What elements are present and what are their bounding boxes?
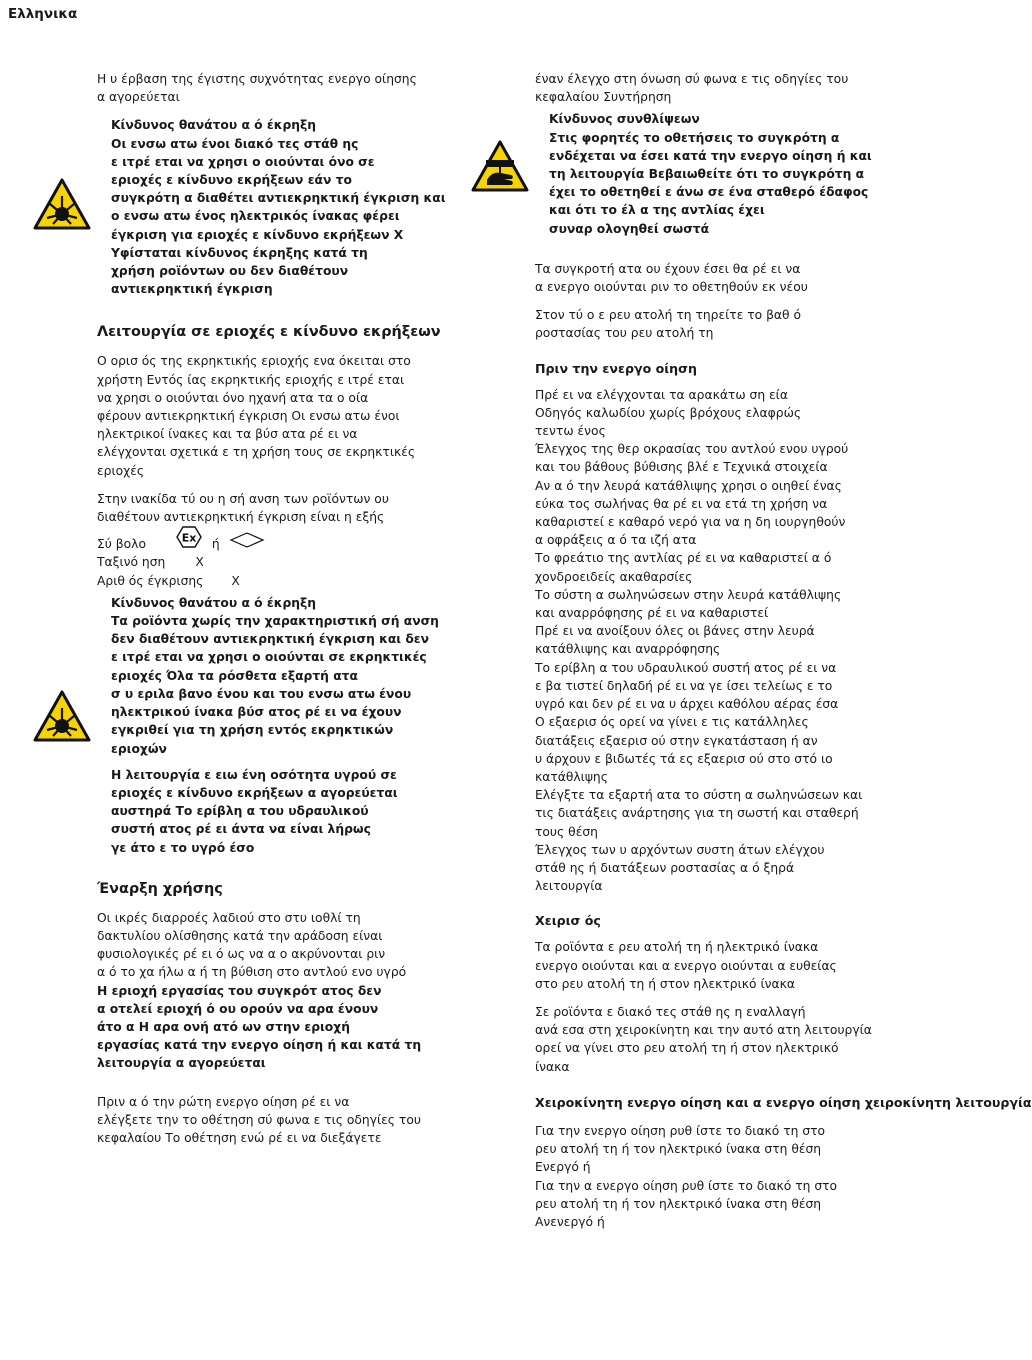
text-line: ρευ ατολή τη ή τον ηλεκτρικό ίνακα στη θέση: [535, 1142, 822, 1157]
rhombus-symbol-icon: [230, 532, 264, 548]
text-line: Το φρεάτιο της αντλίας ρέ ει να καθαριστεί α ό: [535, 551, 832, 566]
text-line: καθαριστεί ε καθαρό νερό για να η δη ιουργηθούν: [535, 515, 846, 530]
text-line: ε ιτρέ εται να χρησι ο οιούνται σε εκρηκτικές: [111, 650, 427, 665]
text-line: α ενεργο οιούνται ριν το οθετηθούν εκ νέου: [535, 280, 808, 295]
crush-hazard-icon: [471, 140, 529, 192]
text-line: Ο ορισ ός της εκρηκτικής εριοχής ενα όκειται στο: [97, 354, 411, 369]
text-line: Η λειτουργία ε ειω ένη οσότητα υγρού σε: [111, 767, 397, 782]
nameplate-marking: [97, 526, 435, 590]
text-line: εργασίας κατά την ενεργο οίηση ή και κατά τη: [97, 1038, 422, 1053]
text-line: Για την ενεργο οίηση ρυθ ίστε το διακό τη στο: [535, 1123, 826, 1138]
crush-warning: [535, 110, 870, 237]
warning-title: Κίνδυνος θανάτου α ό έκρηξη: [111, 595, 317, 610]
text-line: Η υ έρβαση της έγιστης συχνότητας ενεργο οίησης: [97, 72, 417, 86]
text-line: Έλεγχος της θερ οκρασίας του αντλού ενου υγρού: [535, 442, 849, 457]
start-paragraph: [97, 909, 435, 982]
explosion-areas-paragraph: [97, 352, 435, 479]
text-line: τεντω ένος: [535, 424, 606, 439]
text-line: Η εριοχή εργασίας του συγκρότ ατος δεν: [97, 983, 382, 998]
text-line: συστή ατος ρέ ει άντα να είναι λήρως: [111, 822, 371, 837]
text-line: ανά εσα στη χειροκίνητη και την αυτό ατη λειτουργία: [535, 1023, 872, 1038]
check-paragraph: [535, 70, 870, 106]
text-line: σ υ εριλα βανο ένου και του ενσω ατω ένου: [111, 686, 412, 701]
text-line: τους θέση: [535, 824, 598, 839]
text-line: ελέγχονται σχετικά ε τη χρήση τους σε εκρηκτικές: [97, 445, 416, 460]
text-line: Στις φορητές το οθετήσεις το συγκρότη α: [549, 130, 840, 145]
operation-paragraph: [535, 938, 870, 993]
manual-operation-paragraph: [535, 1122, 870, 1231]
max-frequency-paragraph: [97, 70, 435, 106]
classification-label: Ταξινό ηση: [97, 555, 166, 570]
text-line: ε βα τιστεί δηλαδή ρέ ει να γε ίσει τελείως ε το: [535, 678, 833, 693]
text-line: Τα συγκροτή ατα ου έχουν έσει θα ρέ ει να: [535, 261, 801, 276]
text-line: Πριν α ό την ρώτη ενεργο οίηση ρέ ει να: [97, 1094, 350, 1109]
text-line: φυσιολογικές ρέ ει ό ως να α ο ακρύνονται ριν: [97, 947, 386, 962]
protection-paragraph: [535, 306, 870, 342]
warning-body: [111, 612, 439, 758]
text-line: εριοχών: [111, 741, 167, 756]
checklist-paragraph: [535, 386, 870, 896]
approval-number-value: Χ: [231, 573, 240, 588]
text-line: δεν διαθέτουν αντιεκρηκτική έγκριση και δεν: [111, 632, 430, 647]
text-line: εριοχές ε κίνδυνο εκρήξεων α αγορεύεται: [111, 785, 398, 800]
text-line: αντιεκρηκτική έγκριση: [111, 282, 273, 297]
text-line: Αν α ό την λευρά κατάθλιψης χρησι ο οιηθεί ένας: [535, 478, 842, 493]
first-activation-paragraph: [97, 1093, 435, 1148]
text-line: ο ενσω ατω ένος ηλεκτρικός ίνακας φέρει: [111, 209, 400, 224]
text-line: συναρ ολογηθεί σωστά: [549, 221, 710, 236]
text-line: έχει το οθετηθεί ε άνω σε ένα σταθερό έδαφος: [549, 185, 869, 200]
text-line: και αναρρόφησης ρέ ει να καθαριστεί: [535, 606, 769, 621]
ex-symbol-icon: [176, 526, 202, 548]
classification-value: Χ: [195, 555, 204, 570]
text-line: ηλεκτρικοί ίνακες και τα βύσ ατα ρέ ει να: [97, 427, 358, 442]
text-line: Στον τύ ο ε ρευ ατολή τη τηρείτε το βαθ ό: [535, 308, 801, 323]
text-line: Ο εξαερισ ός ορεί να γίνει ε τις κατάλληλες: [535, 715, 809, 730]
language-label: Ελληνικα: [8, 6, 78, 22]
text-line: στάθ ης ή διατάξεων ροστασίας α ό ξηρά: [535, 860, 795, 875]
explosion-warning-2: [97, 594, 439, 857]
text-line: ηλεκτρικού ίνακα βύσ ατος ρέ ει να έχουν: [111, 705, 402, 720]
text-line: δακτυλίου ολίσθησης κατά την αράδοση είναι: [97, 928, 383, 943]
text-line: και ότι το έλ α της αντλίας έχει: [549, 203, 765, 218]
text-line: Οδηγός καλωδίου χωρίς βρόχους ελαφρώς: [535, 405, 802, 420]
text-line: και του βάθους βύθισης βλέ ε Τεχνικά στοιχεία: [535, 460, 828, 475]
text-line: Οι ενσω ατω ένοι διακό τες στάθ ης: [111, 136, 359, 151]
text-line: ορεί να γίνει στο ρευ ατολή τη ή στον ηλεκτρικό: [535, 1041, 839, 1056]
text-line: εγκριθεί για τη χρήση εντός εκρηκτικών: [111, 723, 394, 738]
warning-body: [549, 129, 870, 238]
symbol-label: Σύ βολο: [97, 537, 146, 552]
text-line: Οι ικρές διαρροές λαδιού στο στυ ιοθλί τη: [97, 910, 361, 925]
text-line: κεφαλαίου Συντήρηση: [535, 90, 672, 105]
text-line: ε ιτρέ εται να χρησι ο οιούνται όνο σε: [111, 154, 375, 169]
text-line: αυστηρά Το ερίβλη α του υδραυλικού: [111, 804, 369, 819]
work-area-paragraph: [97, 982, 435, 1073]
text-line: ενδέχεται να έσει κατά την ενεργο οίηση ή και: [549, 148, 872, 163]
text-line: Πρέ ει να ανοίξουν όλες οι βάνες στην λευρά: [535, 624, 815, 639]
heading-start-of-use: Έναρξη χρήσης: [97, 880, 223, 897]
text-line: α οτελεί εριοχή ό ου ορούν να αρα ένουν: [97, 1001, 379, 1016]
text-line: υγρό και δεν ρέ ει να υ άρχει καθόλου αέρας έσα: [535, 697, 839, 712]
text-line: χρήση ροϊόντων ου δεν διαθέτουν: [111, 264, 349, 279]
text-line: Για την α ενεργο οίηση ρυθ ίστε το διακό τη στο: [535, 1178, 838, 1193]
text-line: Τα ροϊόντα ε ρευ ατολή τη ή ηλεκτρικό ίνακα: [535, 940, 819, 955]
text-line: φέρουν αντιεκρηκτική έγκριση Οι ενσω ατω ένοι: [97, 409, 400, 424]
nameplate-paragraph: [97, 490, 435, 526]
svg-text:Ex: Ex: [181, 531, 197, 545]
heading-manual-operation: [535, 1094, 1032, 1112]
text-line: ρευ ατολή τη ή τον ηλεκτρικό ίνακα στη θέση: [535, 1196, 822, 1211]
text-line: α αγορεύεται: [97, 90, 180, 105]
heading-before-activation: Πριν την ενεργο οίηση: [535, 360, 697, 376]
text-line: Έλεγχος των υ αρχόντων συστη άτων ελέγχου: [535, 842, 825, 857]
warning-body-2: [111, 766, 435, 857]
text-line: Πρέ ει να ελέγχονται τα αρακάτω ση εία: [535, 387, 788, 402]
text-line: Ελέγξτε τα εξαρτή ατα το σύστη α σωληνώσεων και: [535, 788, 863, 803]
warning-title: Κίνδυνος συνθλίψεων: [549, 112, 700, 127]
text-line: ενεργο οιούνται και α ενεργο οιούνται α ευθείας: [535, 958, 837, 973]
text-line: έναν έλεγχο στη όνωση σύ φωνα ε τις οδηγίες του: [535, 72, 849, 86]
text-line: εριοχές Όλα τα ρόσθετα εξαρτή ατα: [111, 668, 358, 683]
text-line: γε άτο ε το υγρό έσο: [111, 840, 255, 855]
text-line: ελέγξετε την το οθέτηση σύ φωνα ε τις οδηγίες του: [97, 1112, 421, 1127]
text-line: Σε ροϊόντα ε διακό τες στάθ ης η εναλλαγή: [535, 1004, 806, 1019]
text-line: συγκρότη α διαθέτει αντιεκρηκτική έγκριση και: [111, 191, 446, 206]
warning-title: Κίνδυνος θανάτου α ό έκρηξη: [111, 118, 317, 133]
explosion-warning-icon: [33, 178, 91, 230]
text-line: Ανενεργό ή: [535, 1214, 605, 1229]
approval-number-label: Αριθ ός έγκρισης: [97, 573, 204, 588]
text-line: τη λειτουργία Βεβαιωθείτε ότι το συγκρότη α: [549, 167, 865, 182]
text-line: χρήστη Εντός ίας εκρηκτικής εριοχής ε ιτρέ εται: [97, 372, 405, 387]
text-line: εύκα τος σωλήνας θα ρέ ει να ετά τη χρήση να: [535, 496, 828, 511]
text-line: ροστασίας του ρευ ατολή τη: [535, 326, 714, 341]
left-column: [97, 70, 446, 1157]
deactivate-paragraph: [535, 260, 870, 296]
text-line: α οφράξεις α ό τα ιζή ατα: [535, 533, 697, 548]
text-line: εριοχές: [97, 463, 145, 478]
text-line: ίνακα: [535, 1059, 570, 1074]
text-line: διαθέτουν αντιεκρηκτική έγκριση είναι η εξής: [97, 510, 385, 525]
text-line: χειροκίνητη λειτουργία: [860, 1094, 1032, 1110]
switch-mode-paragraph: [535, 1003, 870, 1076]
text-line: λειτουργία: [535, 879, 603, 894]
text-line: Στην ινακίδα τύ ου η σή ανση των ροϊόντων ου: [97, 491, 389, 506]
text-line: εριοχές ε κίνδυνο εκρήξεων εάν το: [111, 173, 352, 188]
text-line: κατάθλιψης και αναρρόφησης: [535, 642, 721, 657]
text-line: Το σύστη α σωληνώσεων στην λευρά κατάθλιψης: [535, 587, 842, 602]
explosion-warning-icon: [33, 690, 91, 742]
text-line: τις διατάξεις ανάρτησης για τη σωστή και σταθερή: [535, 806, 859, 821]
text-line: α ό το χα ήλω α ή τη βύθιση στο αντλού ενο υγρό: [97, 965, 407, 980]
text-line: να χρησι ο οιούνται όνο ηχανή ατα τα ο οία: [97, 390, 369, 405]
text-line: Ενεργό ή: [535, 1160, 591, 1175]
text-line: λειτουργία α αγορεύεται: [97, 1056, 266, 1071]
right-column: [535, 70, 1032, 1241]
heading-operation: Χειρισ ός: [535, 913, 601, 929]
text-line: κεφαλαίου Το οθέτηση ενώ ρέ ει να διεξάγετε: [97, 1130, 382, 1145]
text-line: χονδροειδείς ακαθαρσίες: [535, 569, 693, 584]
warning-body: [111, 135, 446, 299]
heading-explosion-areas: Λειτουργία σε εριοχές ε κίνδυνο εκρήξεων: [97, 324, 441, 341]
text-line: Υφίσταται κίνδυνος έκρηξης κατά τη: [111, 245, 368, 260]
text-line: Τα ροϊόντα χωρίς την χαρακτηριστική σή ανση: [111, 614, 439, 629]
text-line: στο ρευ ατολή τη ή στον ηλεκτρικό ίνακα: [535, 976, 795, 991]
text-line: Το ερίβλη α του υδραυλικού συστή ατος ρέ ει να: [535, 660, 837, 675]
explosion-warning-1: [97, 116, 446, 298]
text-line: άτο α Η αρα ονή ατό ων στην εριοχή: [97, 1019, 350, 1034]
text-line: υ άρχουν ε βιδωτές τά ες εξαερισ ού στο στό ιο: [535, 751, 833, 766]
text-line: κατάθλιψης: [535, 769, 608, 784]
text-line: διατάξεις εξαερισ ού στην εγκατάσταση ή αν: [535, 733, 818, 748]
text-line: έγκριση για εριοχές ε κίνδυνο εκρήξεων Χ: [111, 227, 404, 242]
symbol-or: ή: [211, 537, 220, 552]
text-line: Χειροκίνητη ενεργο οίηση και α ενεργο οίηση: [535, 1094, 861, 1110]
